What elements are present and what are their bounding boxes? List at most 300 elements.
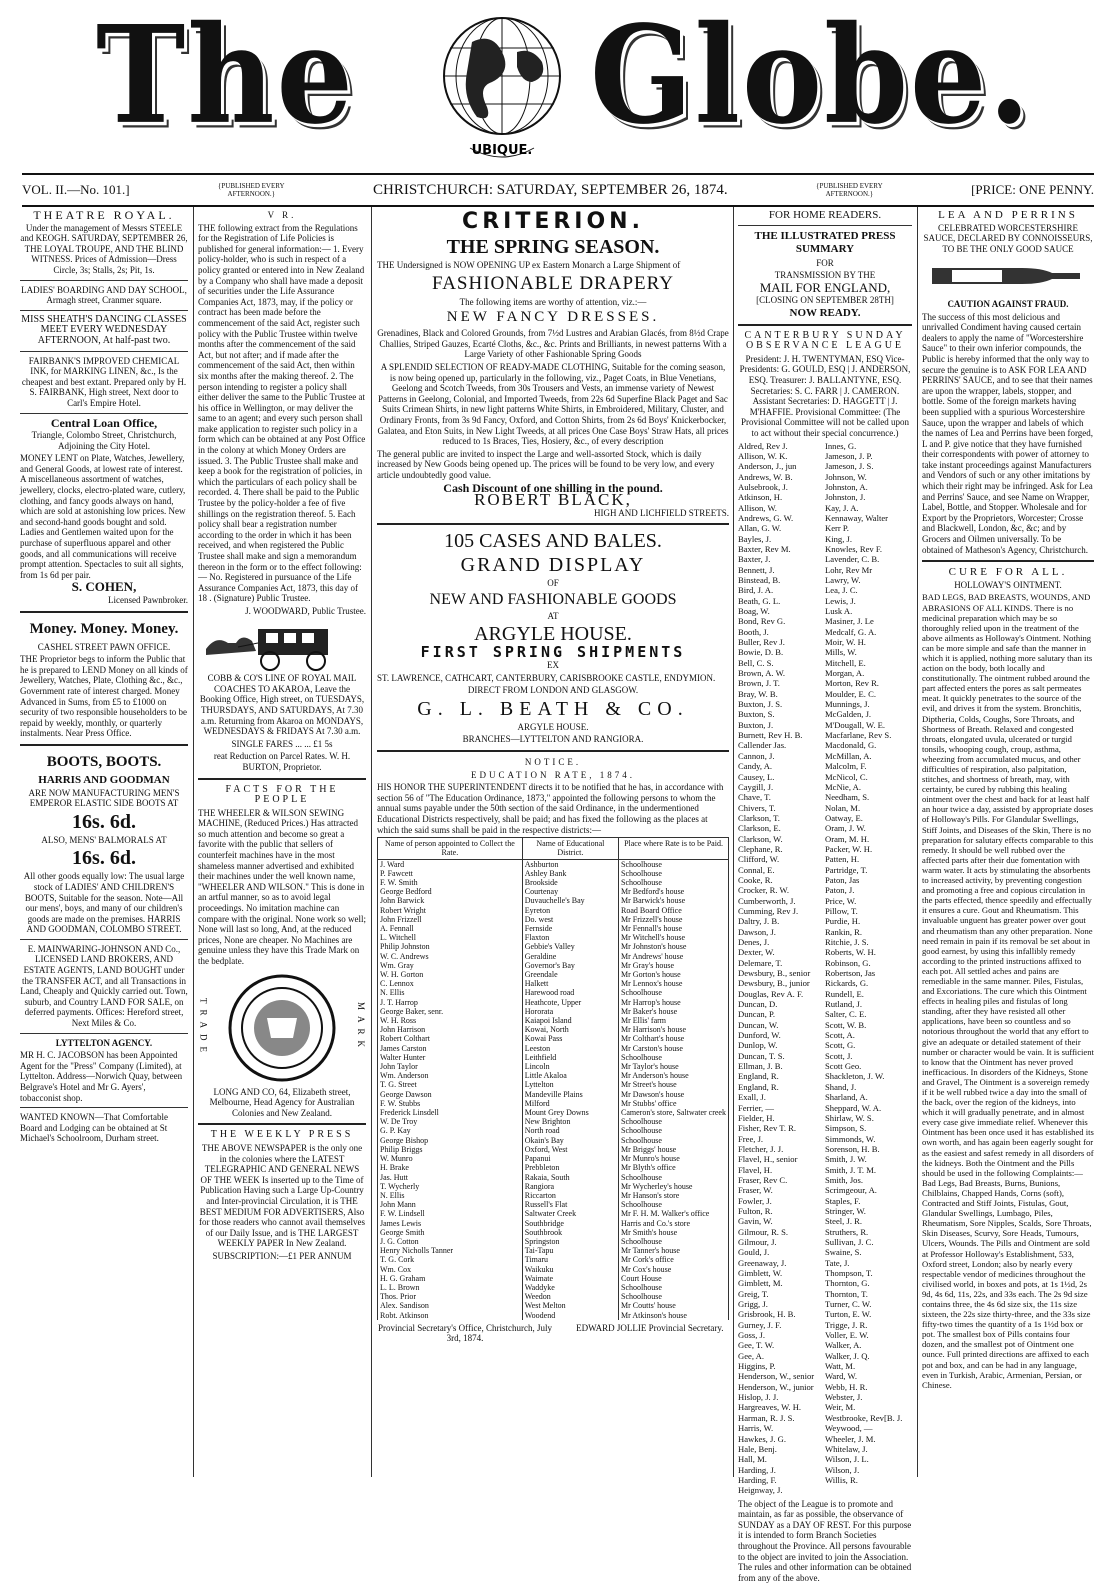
list-item: Scrimgeour, A.: [825, 1185, 877, 1196]
column-1: [20, 210, 188, 1146]
table-cell: Tai-Tapu: [522, 1246, 618, 1255]
list-item: Kennaway, Walter: [825, 512, 889, 523]
table-cell: Henry Nicholls Tanner: [378, 1246, 523, 1255]
trade-label: TRADE: [198, 997, 209, 1058]
table-row: [378, 1283, 729, 1292]
ad-text: Under the management of Messrs STEELE and KEOGH. SATURDAY, SEPTEMBER 26, THE LOYAL TROUPE, AND THE BLIND WITNESS. Prices of Admission—Dress Circle, 3s; Stalls, 2s; Pit, 1s.: [20, 222, 188, 275]
table-cell: Duvauchelle's Bay: [522, 896, 618, 905]
table-row: [378, 1237, 729, 1246]
table-cell: Fernside: [522, 924, 618, 933]
list-item: Rankin, R.: [825, 926, 863, 937]
ad-text: THE Undersigned is NOW OPENING UP ex Eastern Monarch a Large Shipment of: [377, 260, 681, 270]
list-item: Watt, M.: [825, 1361, 856, 1372]
ad-text: AT: [547, 610, 559, 621]
list-item: Gould, J.: [738, 1247, 770, 1258]
list-item: Allison, W.: [738, 502, 777, 513]
list-item: England, R.: [738, 1081, 779, 1092]
table-row: [378, 1099, 729, 1108]
list-item: Whitelaw, J.: [825, 1443, 868, 1454]
table-cell: Mr Wycherley's house: [619, 1182, 729, 1191]
ad-heading: FASHIONABLE DRAPERY: [432, 272, 674, 294]
ad-text: LADIES' BOARDING AND DAY SCHOOL, Armagh street, Cranmer square.: [21, 284, 187, 306]
table-cell: Courtenay: [522, 887, 618, 896]
list-item: Hargreaves, W. H.: [738, 1402, 802, 1413]
ad-heading: NOTICE.: [524, 757, 582, 768]
list-item: Fraser, W.: [738, 1185, 773, 1196]
table-row: [378, 1182, 729, 1191]
table-cell: A. Fennall: [378, 924, 523, 933]
list-item: Moulder, E. C.: [825, 688, 876, 699]
list-item: Brown, J. T.: [738, 678, 780, 689]
list-item: Sheppard, W. A.: [825, 1102, 882, 1113]
column-rule: [917, 207, 918, 1477]
table-cell: W. C. Andrews: [378, 952, 523, 961]
list-item: Buxton, J.: [738, 719, 774, 730]
table-cell: Oxford, West: [522, 1145, 618, 1154]
list-item: King, J.: [825, 533, 852, 544]
ad-text: HOLLOWAY'S OINTMENT.: [954, 579, 1062, 590]
list-item: Gilmour, J.: [738, 1236, 777, 1247]
ad-text: HIS HONOR THE SUPERINTENDENT directs it to be notified that he has, in accordance with section 56 of "The Education Ordinance, 1873," appointed the following persons to whom the annual sums payable under the 50th section of the said Ordinance, in the undermentioned Educational Districts respectively, shall be paid; and has fixed the following as the places at which the said sums shall be paid in the respective districts:—: [377, 782, 724, 835]
table-row: [378, 1274, 729, 1283]
list-item: Tate, J.: [825, 1257, 850, 1268]
table-row: [378, 961, 729, 970]
list-item: Aulsebrook, J.: [738, 481, 788, 492]
table-cell: Mr Tanner's house: [619, 1246, 729, 1255]
list-item: Rundell, E.: [825, 988, 864, 999]
table-cell: Mr Gorton's house: [619, 970, 729, 979]
list-item: Struthers, R.: [825, 1226, 869, 1237]
list-item: Connal, E.: [738, 864, 775, 875]
table-cell: Philip Johnston: [378, 942, 523, 951]
ad-heading: BOOTS, BOOTS.: [46, 753, 162, 770]
ad-heading: G. L. BEATH & CO.: [417, 697, 689, 720]
table-cell: Mr Smith's house: [619, 1228, 729, 1237]
ad-text: Triangle, Colombo Street, Christchurch, Adjoining the City Hotel.: [31, 430, 177, 451]
list-item: Higgins, P.: [738, 1361, 776, 1372]
list-item: Beath, G. L.: [738, 595, 781, 606]
list-item: Binstead, B.: [738, 574, 781, 585]
list-item: Macfarlane, Rev S.: [825, 730, 892, 741]
ad-text: HIGH AND LICHFIELD STREETS.: [594, 507, 729, 518]
table-cell: T. G. Street: [378, 1080, 523, 1089]
ad-text: OF: [547, 578, 559, 589]
list-item: Cooke, R.: [738, 874, 773, 885]
list-item: Fulton, R.: [738, 1205, 773, 1216]
ad-heading: NEW FANCY DRESSES.: [446, 309, 660, 326]
list-item: McGalden, J.: [825, 709, 872, 720]
table-row: [378, 942, 729, 951]
table-cell: Leeston: [522, 1044, 618, 1053]
ad-text: ARE NOW MANUFACTURING MEN'S EMPEROR ELASTIC SIDE BOOTS AT: [28, 787, 180, 809]
table-cell: Waikuku: [522, 1265, 618, 1274]
list-item: Robertson, Jas: [825, 968, 876, 979]
ad-heading: GRAND DISPLAY: [460, 554, 646, 577]
table-cell: Mr Atkinson's house: [619, 1311, 729, 1320]
list-item: Staples, F.: [825, 1195, 861, 1206]
table-cell: P. Fawcett: [378, 869, 523, 878]
table-cell: Mr Cox's house: [619, 1265, 729, 1274]
table-header: Name of person appointed to Collect the Rate.: [378, 838, 523, 859]
dateline: [22, 173, 1094, 207]
list-item: Henderson, W., junior: [738, 1381, 814, 1392]
table-cell: New Brighton: [522, 1117, 618, 1126]
list-item: Turton, E. W.: [825, 1309, 872, 1320]
table-cell: Mr Harrop's house: [619, 998, 729, 1007]
table-cell: Philip Briggs: [378, 1145, 523, 1154]
table-cell: Governor's Bay: [522, 961, 618, 970]
list-item: Fowler, J.: [738, 1195, 772, 1206]
table-cell: Walter Hunter: [378, 1053, 523, 1062]
list-item: Scott Geo.: [825, 1061, 862, 1072]
ad-text: SUBSCRIPTION:—£1 PER ANNUM: [212, 1250, 352, 1261]
published-note-right: {PUBLISHED EVERY AFTERNOON.}: [816, 182, 883, 198]
list-item: Packer, W. H.: [825, 843, 873, 854]
table-cell: George Bedford: [378, 887, 523, 896]
table-cell: Schoolhouse: [619, 1173, 729, 1182]
list-item: Purdie, H.: [825, 916, 861, 927]
table-cell: Eyreton: [522, 906, 618, 915]
list-item: Chivers, T.: [738, 802, 776, 813]
ad-text: President: J. H. TWENTYMAN, ESQ Vice-Presidents: G. GOULD, ESQ | J. ANDERSON, ESQ. Treasurer: J. BALLANTYNE, ESQ. Secretaries: S. C. FARR | J. CAMERON. Assistant Secretaries: D. HAGGETT | J. M'HAFFIE. Provisional Committee: (The Provisional Committee will not be called upon to act without their special concurrence.): [739, 353, 911, 438]
table-row: [378, 998, 729, 1007]
table-cell: Mr Stubbs' office: [619, 1099, 729, 1108]
table-cell: Mr Andrews' house: [619, 952, 729, 961]
list-item: Bell, C. S.: [738, 657, 774, 668]
list-item: Gurney, J. F.: [738, 1319, 782, 1330]
list-item: Bayles, J.: [738, 533, 772, 544]
ad-heading: THE WEEKLY PRESS: [210, 1129, 354, 1141]
table-row: [378, 887, 729, 896]
table-cell: Wm. Anderson: [378, 1071, 523, 1080]
table-cell: Mr Dawson's house: [619, 1090, 729, 1099]
list-item: Baxter, Rev M.: [738, 543, 791, 554]
table-cell: Schoolhouse: [619, 1200, 729, 1209]
list-item: Callender Jas.: [738, 740, 787, 751]
table-cell: Schoolhouse: [619, 988, 729, 997]
table-row: [378, 1255, 729, 1264]
list-item: Roberts, W. H.: [825, 947, 876, 958]
ad-heading: CANTERBURY SUNDAY OBSERVANCE LEAGUE: [744, 329, 906, 352]
column-5: [922, 210, 1094, 1392]
list-item: Sullivan, J. C.: [825, 1236, 874, 1247]
table-cell: J. T. Harrop: [378, 998, 523, 1007]
ad-text: COBB & CO'S LINE OF ROYAL MAIL COACHES TO AKAROA, Leave the Booking Office, High street, on TUESDAYS, THURSDAYS, AND SATURDAYS, At 7.30 a.m. Returning from Akaroa on MONDAYS, WEDNESDAYS & FRIDAYS At 7.30 a.m.: [199, 673, 365, 737]
list-item: Andrews, G. W.: [738, 512, 794, 523]
column-2: [198, 210, 366, 1264]
table-cell: Mr Harrison's house: [619, 1025, 729, 1034]
table-cell: Jas. Hutt: [378, 1173, 523, 1182]
list-item: Clephane, R.: [738, 843, 783, 854]
list-item: Gavin, W.: [738, 1216, 773, 1227]
ad-text: BAD LEGS, BAD BREASTS, WOUNDS, AND ABRASIONS OF ALL KINDS. There is no medicinal preparation which may be so thoroughly relied upon in the treatment of the above ailments as Holloway's Ointment. Nothing can be more simple and safe than the manner in which it is applied, nothing more salutary than its action on the body, both locally and constitutionally. The ointment rubbed around the part affected enters the pores as salt permeates meat. It quickly penetrates to the source of the evil, and drives it from the system. Bronchitis, Diptheria, Colds, Coughs, Sore Throats, and Shortness of Breath. Relaxed and congested throats, elongated uvula, ulcerated or turgid tonsils, whooping cough, croup, asthma, wheezing from accumulated mucus, and other difficulties of respiration, also palpitation, stitches, and shortness of breath, may, with certainty, be cured by rubbing this healing ointment over the chest and back for at least half an hour twice a day, assisted by appropriate doses of Holloway's Pills. For Glandular Swellings, Stiff Joints, and Diseases of the Skin, There is no preparation for salutary effects comparable to this remedy. It should be well rubbed over the affected parts after their due fomentation with warm water. It acts by stimulating the absorbents to increased activity, by preventing congestion and promoting a free and copious circulation in the parts effected, thence speedily and effectually it ensures a cure. Gout and Rheumatism. This invaluable unguent has greater power over gout and rheumatism than any other preparation. None need remain in pain if its removal be set about in good earnest, by using this infallibly remedy according to the printed instructions affixed to each pot. All settled aches and pains are remediable in the same manner. Piles, Fistulas, and Excoriations. The cure which this Ointment effects in healing piles and fistulas of long standing, after they have resisted all other applications, have been so countless and so notorious throughout the world that any effort to give an adequate or detailed statement of their number or character would be vain. It is sufficient to know that the Ointment has never proved inefficacious. In disorders of the Kidneys, Stone and Gravel, The Ointment is a sovereign remedy if it be well rubbed twice a day into the small of the back, over the region of the kidneys, into which it will gradually penetrate, and in almost every case give immediate relief. Whenever this Ointment has been once used it has established its own worth, and has again been eagerly sought for as the easiest and safest remedy in all disorders of the kidneys. Both the Ointment and the Pills should be used in the following Complaints:— Bad Legs, Bad Breasts, Burns, Bunions, Chilblains, Chapped Hands, Corns (soft), Contracted and Stiff Joints, Fistulas, Gout, Glandular Swellings, Lumbago, Piles, Rheumatism, Sore Nipples, Scalds, Sore Throats, Skin Diseases, Scurvy, Sore Heads, Tumours, Ulcers, Wounds. The Pills and Ointment are sold at Professor Holloway's Establishment, 533, Oxford street, London; also by nearly every respectable vendor of medicines throughout the civilised world, in boxes and pots, at 1s 1½d, 2s 9d, 4s 6d, 11s, 22s, and 33s each. The 2s 9d size contains three, the 4s 6d size six, the 11s size sixteen, the 22s size thirty-three, and the 33s size fifty-two times the quantity of a 1s 1½d box or pot. The smallest box of Pills contains four dozen, and the smallest pot of Ointment one ounce. Full printed directions are affixed to each pot and box, and can be had in any language, even in Turkish, Arabic, Armenian, Persian, or Chinese.: [922, 592, 1094, 1390]
list-item: Sorenson, H. B.: [825, 1143, 880, 1154]
table-row: [378, 1292, 729, 1301]
ad-text: FAIRBANK'S IMPROVED CHEMICAL INK, for MARKING LINEN, &c., Is the cheapest and best extant. Prepared only by H. S. FAIRBANK, High street, Next door to Carl's Empire Hotel.: [21, 355, 187, 408]
list-item: Malcolm, F.: [825, 761, 867, 772]
list-item: Thornton, T.: [825, 1288, 868, 1299]
list-item: Flavel, H., senior: [738, 1154, 798, 1165]
table-cell: Wm. Gray: [378, 961, 523, 970]
table-cell: Schoolhouse: [619, 878, 729, 887]
table-row: [378, 1228, 729, 1237]
table-cell: Mr Carston's house: [619, 1044, 729, 1053]
table-cell: John Harrison: [378, 1025, 523, 1034]
list-item: Atkinson, H.: [738, 492, 783, 503]
list-item: Swaine, S.: [825, 1247, 862, 1258]
table-cell: N. Ellis: [378, 988, 523, 997]
table-row: [378, 979, 729, 988]
ad-text: WANTED KNOWN—That Comfortable Board and Lodging can be obtained at St Michael's Schoolroom, Durham street.: [20, 1112, 168, 1144]
ad-text: TRANSMISSION BY THE: [774, 270, 876, 281]
list-item: Webster, J.: [825, 1392, 863, 1403]
table-cell: W. De Troy: [378, 1117, 523, 1126]
list-item: Grisbrook, H. B.: [738, 1309, 796, 1320]
list-item: Fielder, H.: [738, 1112, 775, 1123]
table-cell: Brookside: [522, 878, 618, 887]
table-row: [378, 915, 729, 924]
list-item: Cannon, J.: [738, 750, 775, 761]
ad-text: [CLOSING ON SEPTEMBER 28TH]: [756, 295, 894, 306]
table-cell: Ashburton: [522, 859, 618, 869]
table-cell: Mount Grey Downs: [522, 1108, 618, 1117]
list-item: Denes, J.: [738, 937, 770, 947]
list-item: Chave, T.: [738, 792, 771, 803]
table-cell: Waimate: [522, 1274, 618, 1283]
table-cell: Harris and Co.'s store: [619, 1219, 729, 1228]
price-text: 16s. 6d.: [72, 810, 136, 833]
list-item: Johnston, J.: [825, 492, 866, 503]
table-cell: Alex. Sandison: [378, 1301, 523, 1310]
list-item: Hawkes, J. G.: [738, 1433, 786, 1444]
list-item: Salter, C. E.: [825, 1009, 867, 1020]
list-item: Bird, J. A.: [738, 585, 774, 596]
table-cell: Cameron's store, Saltwater creek: [619, 1108, 729, 1117]
table-cell: Wm. Cox: [378, 1265, 523, 1274]
table-cell: F. W. Stubbs: [378, 1099, 523, 1108]
table-cell: Papanui: [522, 1154, 618, 1163]
table-cell: Mr Baker's house: [619, 1007, 729, 1016]
table-row: [378, 988, 729, 997]
table-cell: Kaiapoi Island: [522, 1016, 618, 1025]
globe-icon: [432, 12, 572, 162]
table-cell: Schoolhouse: [619, 1237, 729, 1246]
ad-text: THE Proprietor begs to inform the Public that he is prepared to LEND Money on all kinds of Jewellery, Watches, Plate, Clothing &c., &c., Government rate of interest charged. Money Advanced in Sums, from £5 to £1000 on security of two responsible householders to be repaid by weekly, monthly, or quarterly instalments. Near Press Office.: [20, 654, 188, 739]
list-item: Hall, M.: [738, 1454, 767, 1465]
ad-text: THE WHEELER & WILSON SEWING MACHINE, (Reduced Prices.) Has attracted so much attention and become so great a favorite with the public that sellers of counterfeit machines have in the most shameless manner advertised and exhibited their machines under the well known name, "WHEELER AND WILSON." This is done in an artful manner, so as to avoid legal proceedings. No imitation machine can compare with the original. None work so well; None will last so long, And, at the reduced prices, None are cheaper. No Machines are genuine unless they have this Trade Mark on the bedplate.: [198, 807, 366, 966]
list-item: Voller, E. W.: [825, 1330, 869, 1341]
table-row: [378, 906, 729, 915]
list-item: England, R.: [738, 1071, 779, 1082]
list-item: Paton, J.: [825, 885, 855, 896]
list-item: Smith, J. W.: [825, 1154, 867, 1165]
table-row: [378, 1126, 729, 1135]
list-item: Henderson, W., senior: [738, 1371, 815, 1382]
table-cell: H. Brake: [378, 1163, 523, 1172]
ad-text: The success of this most delicious and unrivalled Condiment having caused certain dealers to apply the name of "Worcestershire Sauce" to their own inferior compounds, the Public is hereby informed that the only way to secure the genuine is to ASK FOR LEA AND PERRINS' SAUCE, and to see that their names are upon the wrapper, labels, stopper, and bottle. Some of the foreign markets having been supplied with a spurious Worcestershire Sauce, upon the wrapper and labels of which the names of Lea and Perrins have been forged, L and P. give notice that they have furnished their correspondents with power of attorney to take instant proceedings against Manufacturers and Vendors of such or any other imitations by which their right may be infringed. Ask for Lea and Perrins' Sauce, and see Name on Wrapper, Label, Bottle, and Stopper. Wholesale and for Export by the Proprietors, Worcester; Crosse and Blackwell, London, &c, &c; and by Grocers and Oilmen universally. To be obtained of Matheson's Agency, Christchurch.: [922, 311, 1094, 555]
table-cell: Mr Witchell's house: [619, 933, 729, 942]
list-item: Johnston, A.: [825, 481, 868, 492]
ad-text: FOR: [816, 257, 834, 268]
list-item: Bond, Rev G.: [738, 616, 786, 627]
list-item: Douglas, Rev A. F.: [738, 988, 804, 999]
table-cell: G. P. Kay: [378, 1126, 523, 1135]
list-item: Gimblett, W.: [738, 1268, 783, 1278]
list-item: Ritchie, J. S.: [825, 937, 869, 947]
masthead-title-right: Globe.: [590, 0, 1033, 155]
list-item: Buller, Rev J.: [738, 637, 785, 648]
list-item: Lusk A.: [825, 606, 853, 616]
ad-heading: Money. Money. Money.: [29, 620, 179, 637]
table-cell: Kowai, North: [522, 1025, 618, 1034]
list-item: McNicol, C.: [825, 771, 868, 782]
list-item: Patten, H.: [825, 854, 860, 865]
list-item: Clarkson, T.: [738, 812, 780, 823]
table-cell: Schoolhouse: [619, 869, 729, 878]
table-cell: Schoolhouse: [619, 1126, 729, 1135]
table-cell: Leithfield: [522, 1053, 618, 1062]
table-row: [378, 1209, 729, 1218]
table-row: [378, 1154, 729, 1163]
ad-heading: ROBERT BLACK,: [474, 490, 632, 510]
table-cell: J. Ward: [378, 859, 523, 869]
list-item: Wilson, J. L.: [825, 1454, 869, 1465]
ad-text: E. MAINWARING-JOHNSON AND Co., LICENSED LAND BROKERS, AND ESTATE AGENTS, LAND BOUGHT under the TRANSFER ACT, and all Transactions in Land, Cheaply and Quickly carried out. Town, suburb, and Country LAND FOR SALE, on deferred payments. Offices: Hereford street, Next Miles & Co.: [20, 943, 188, 1029]
mark-label: MARK: [356, 1002, 366, 1054]
ad-text: The object of the League is to promote and maintain, as far as possible, the observance of SUNDAY as a DAY OF REST. For this purpose it is intended to form Branch Societies throughout the Province. All persons favourable to the object are invited to join the Association. The rules and other information can be obtained from any of the above.: [738, 1498, 912, 1583]
trademark-seal-icon: [227, 973, 337, 1083]
list-item: Smith, J. T. M.: [825, 1164, 877, 1175]
ad-text: Provincial Secretary's Office, Christchurch, July 3rd, 1874.: [378, 1322, 552, 1344]
table-cell: Mandeville Plains: [522, 1090, 618, 1099]
table-cell: John Frizzell: [378, 915, 523, 924]
list-item: Goss, J.: [738, 1330, 765, 1341]
table-cell: H. G. Graham: [378, 1274, 523, 1283]
list-item: Thornton, G.: [825, 1278, 870, 1289]
list-item: Rickards, G.: [825, 978, 869, 989]
ad-text: BRANCHES—LYTTELTON AND RANGIORA.: [462, 734, 644, 745]
table-cell: Schoolhouse: [619, 859, 729, 869]
table-cell: Mr Bedford's house: [619, 887, 729, 896]
ad-heading: Cash Discount of one shilling in the pound.: [443, 480, 663, 495]
table-cell: Robt. Atkinson: [378, 1311, 523, 1320]
list-item: Booth, J.: [738, 626, 769, 637]
list-item: Sharland, A.: [825, 1092, 868, 1103]
table-cell: George Dawson: [378, 1090, 523, 1099]
list-item: Lohr, Rev Mr: [825, 564, 873, 575]
ad-heading: Central Loan Office,: [50, 415, 158, 430]
table-row: [378, 1136, 729, 1145]
list-item: Bray, W. B.: [738, 688, 778, 699]
list-item: Shirlaw, W. S.: [825, 1112, 874, 1123]
table-row: [378, 1053, 729, 1062]
list-item: Causey, L.: [738, 771, 775, 782]
list-item: Clarkson, W.: [738, 833, 783, 844]
table-row: [378, 1090, 729, 1099]
table-header: Name of Educational District.: [522, 838, 618, 859]
globe-motto: UBIQUE.: [471, 143, 533, 158]
ad-text: MR H. C. JACOBSON has been Appointed Agent for the "Press" Company (Limited), at Lyttelton. Address—Norwich Quay, between Belgrave's Hotel and Mr G. Ayers', tobacconist shop.: [20, 1050, 183, 1103]
ad-heading: MAIL FOR ENGLAND,: [759, 279, 891, 295]
list-item: Gee, A.: [738, 1350, 765, 1361]
list-item: Weir, M.: [825, 1402, 856, 1413]
ad-heading: LYTTELTON AGENCY.: [55, 1037, 153, 1048]
table-cell: Waddyke: [522, 1283, 618, 1292]
table-cell: W. H. Ross: [378, 1016, 523, 1025]
list-item: Weywood, —: [825, 1423, 873, 1434]
ad-text: DIRECT FROM LONDON AND GLASGOW.: [467, 685, 639, 696]
table-cell: Okain's Bay: [522, 1136, 618, 1145]
ad-text: ARGYLE HOUSE.: [517, 721, 589, 732]
list-item: Kay, J. A.: [825, 502, 859, 513]
table-cell: Frederick Linsdell: [378, 1108, 523, 1117]
list-item: Delemare, T.: [738, 957, 783, 968]
list-item: Shackleton, J. W.: [825, 1071, 885, 1082]
ad-text: All other goods equally low: The usual large stock of LADIES' AND CHILDREN'S BOOTS, Suitable for the season. Note—All our mens', boys, and many of our children's goods are made on the premises. HARRIS AND GOODMAN, COLOMBO STREET.: [23, 871, 185, 935]
table-cell: Flaxton: [522, 933, 618, 942]
list-item: Lawry, W.: [825, 574, 861, 585]
list-item: Lavender, C. B.: [825, 554, 880, 565]
list-item: Clarkson, E.: [738, 823, 781, 834]
list-item: Gilmour, R. S.: [738, 1226, 789, 1237]
ad-text: MONEY LENT on Plate, Watches, Jewellery, and General Goods, at lowest rate of interest. A miscellaneous assortment of watches, jewellery, clocks, electro-plated ware, cutlery, clothing, and fancy goods always on hand, which are sold at astonishing low prices. New and second-hand goods bought and sold. Ladies and Gentlemen waited upon for the purchase of superfluous apparel and other goods, and all communications will receive prompt attention. Spectacles to suit all sights, from 1s 6d per pair.: [20, 453, 186, 580]
table-cell: T. G. Cork: [378, 1255, 523, 1264]
list-item: Clifford, W.: [738, 854, 780, 865]
table-cell: Hororata: [522, 1007, 618, 1016]
list-item: Aldred, Rev J.: [738, 440, 788, 451]
list-item: Dunford, W.: [738, 1030, 781, 1041]
table-cell: Rangiora: [522, 1182, 618, 1191]
table-cell: L. Witchell: [378, 933, 523, 942]
list-item: Turner, C. W.: [825, 1299, 872, 1310]
table-cell: James Lewis: [378, 1219, 523, 1228]
table-cell: Southbrook: [522, 1228, 618, 1237]
list-item: Dawson, J.: [738, 926, 776, 937]
list-item: Cumming, Rev J.: [738, 905, 799, 916]
list-item: Mills, W.: [825, 647, 857, 658]
list-item: Needham, S.: [825, 792, 870, 803]
list-item: Moir, W. H.: [825, 637, 866, 648]
table-cell: Springston: [522, 1237, 618, 1246]
list-item: Free, J.: [738, 1133, 764, 1144]
ad-text: EDWARD JOLLIE Provincial Secretary.: [576, 1322, 724, 1333]
table-row: [378, 1007, 729, 1016]
table-row: [378, 1016, 729, 1025]
list-item: Munnings, J.: [825, 699, 870, 710]
table-cell: Schoolhouse: [619, 1117, 729, 1126]
ad-heading: CRITERION.: [462, 209, 644, 234]
list-item: Dewsbury, B., junior: [738, 978, 810, 989]
list-item: Harman, R. J. S.: [738, 1412, 795, 1423]
table-row: [378, 1200, 729, 1209]
list-item: Exall, J.: [738, 1092, 766, 1103]
table-cell: Greendale: [522, 970, 618, 979]
table-cell: Schoolhouse: [619, 1292, 729, 1301]
ad-heading: ARGYLE HOUSE.: [474, 623, 632, 646]
list-item: Crocker, R. W.: [738, 885, 789, 896]
table-cell: F. W. Smith: [378, 878, 523, 887]
table-row: [378, 1071, 729, 1080]
list-item: Scott, W. B.: [825, 1019, 867, 1030]
table-row: [378, 1034, 729, 1043]
table-cell: Weedon: [522, 1292, 618, 1301]
table-row: [378, 933, 729, 942]
table-row: [378, 952, 729, 961]
ad-heading: FIRST SPRING SHIPMENTS: [420, 643, 686, 662]
table-row: [378, 1080, 729, 1089]
ad-heading: CAUTION AGAINST FRAUD.: [947, 298, 1069, 309]
ad-text: THE following extract from the Regulations for the Registration of Life Policies is published for general information:— 1. Every policy-holder, who is such in respect of a policy granted or entered into in New Zealand by a Company who shall have made a deposit of securities under the Life Assurance Companies Act, 1873, may, if the policy or contract has been made before the commencement of the said Act, register such policy with the Public Trustee within twelve months after the commencement of the said Act, but not after; and if made after the commencement of the said Act, then within six months after the making thereof. 2. The person intending to register a policy shall either deliver the same to the Public Trustee at his office in Wellington, or may deliver the same to an agent; and every such person shall make application to register such policy in a form which can be obtained at any Post Office in the colony at which Money Orders are issued. 3. The Public Trustee shall make and keep a book for the registration of policies, in which the particulars of each policy shall be recorded. 4. There shall be paid to the Public Trustee by the policy-holder a fee of five shillings on the registration thereof. 5. Each policy shall bear a registration number according to the order in which it has been received, and when registered the Public Trustee shall make and sign a memorandum thereon in the form or to the effect following:— No. Registered in pursuance of the Life Assurance Companies Act, 1873, this day of 18 . (Signature) Public Trustee.: [198, 222, 366, 604]
